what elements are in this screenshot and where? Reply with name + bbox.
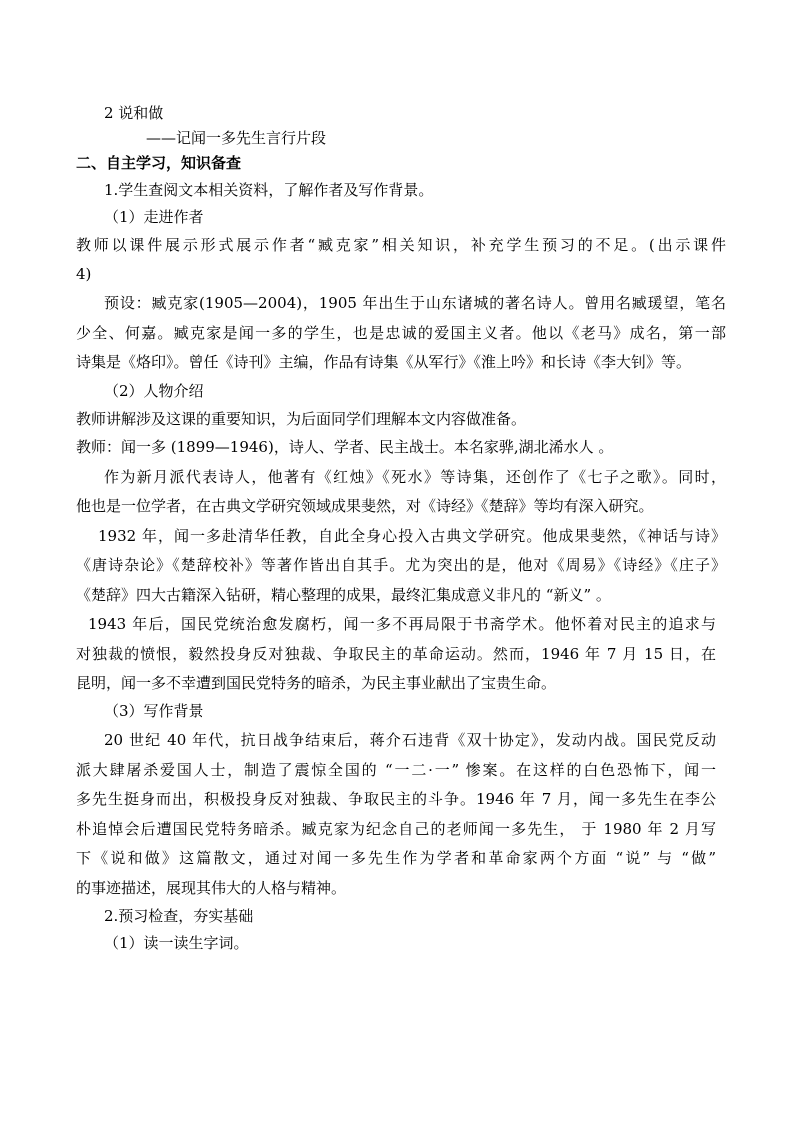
paragraph-wen-yiduo-identity: 教师：闻一多 (1899—1946)，诗人、学者、民主战士。本名家骅,湖北浠水人 。 [76, 438, 614, 456]
subheading-author: （1）走进作者 [104, 208, 204, 226]
paragraph-1932-3: 《楚辞》四大古籍深入钻研，精心整理的成果，最终汇集成意义非凡的 “新义” 。 [76, 586, 611, 604]
paragraph-background-3: 多先生挺身而出，积极投身反对独裁、争取民主的斗争。1946 年 7 月，闻一多先生在李公 [76, 790, 716, 808]
paragraph-wen-yiduo-poet-2: 他也是一位学者，在古典文学研究领域成果斐然，对《诗经》《楚辞》等均有深入研究。 [76, 497, 654, 515]
paragraph-1943-2: 对独裁的愤恨，毅然投身反对独裁、争取民主的革命运动。然而，1946 年 7 月 15 日，在 [76, 645, 716, 663]
step-1-heading: 1.学生查阅文本相关资料，了解作者及写作背景。 [104, 181, 434, 199]
paragraph-teacher-author-2: 4) [76, 265, 92, 283]
paragraph-background-2: 派大肆屠杀爱国人士，制造了震惊全国的 “一二·一” 惨案。在这样的白色恐怖下，闻一 [76, 761, 716, 779]
section-heading-self-study: 二、自主学习，知识备查 [76, 154, 242, 172]
step-2-heading: 2.预习检查，夯实基础 [104, 907, 254, 925]
paragraph-author-preview-3: 诗集是《烙印》。曾任《诗刊》主编，作品有诗集《从军行》《淮上吟》和长诗《李大钊》等。 [76, 353, 692, 371]
lesson-title: 2 说和做 [104, 104, 164, 122]
paragraph-author-preview-2: 少全、何嘉。臧克家是闻一多的学生，也是忠诚的爱国主义者。他以《老马》成名，第一部 [76, 324, 726, 342]
paragraph-background-6: 的事迹描述，展现其伟大的人格与精神。 [76, 879, 347, 897]
paragraph-person-intro: 教师讲解涉及这课的重要知识，为后面同学们理解本文内容做准备。 [76, 410, 527, 428]
paragraph-wen-yiduo-poet-1: 作为新月派代表诗人，他著有《红烛》《死水》等诗集，还创作了《七子之歌》。同时， [104, 468, 726, 486]
paragraph-1943-3: 昆明，闻一多不幸遭到国民党特务的暗杀，为民主事业献出了宝贵生命。 [76, 674, 557, 692]
paragraph-background-5: 下《说和做》这篇散文，通过对闻一多先生作为学者和革命家两个方面 “说” 与 “做” [76, 849, 716, 867]
paragraph-1932-2: 《唐诗杂论》《楚辞校补》等著作皆出自其手。尤为突出的是，他对《周易》《诗经》《庄子》 [76, 556, 726, 574]
paragraph-background-4: 朴追悼会后遭国民党特务暗杀。臧克家为纪念自己的老师闻一多先生， 于 1980 年 2 月写 [76, 820, 716, 838]
subheading-writing-background: （3）写作背景 [104, 702, 204, 720]
lesson-subtitle: ——记闻一多先生言行片段 [146, 129, 327, 147]
paragraph-background-1: 20 世纪 40 年代，抗日战争结束后，蒋介石违背《双十协定》，发动内战。国民党反动 [104, 731, 716, 749]
paragraph-1932-1: 1932 年，闻一多赴清华任教，自此全身心投入古典文学研究。他成果斐然，《神话与诗》 [98, 527, 726, 545]
paragraph-author-preview-1: 预设：臧克家(1905—2004)，1905 年出生于山东诸城的著名诗人。曾用名臧瑗望，笔名 [104, 294, 726, 312]
paragraph-teacher-author-1: 教师以课件展示形式展示作者“臧克家”相关知识，补充学生预习的不足。(出示课件 [76, 236, 726, 254]
paragraph-1943-1: 1943 年后，国民党统治愈发腐朽，闻一多不再局限于书斋学术。他怀着对民主的追求与 [88, 615, 716, 633]
subheading-read-words: （1）读一读生字词。 [104, 934, 249, 952]
subheading-person: （2）人物介绍 [104, 382, 204, 400]
